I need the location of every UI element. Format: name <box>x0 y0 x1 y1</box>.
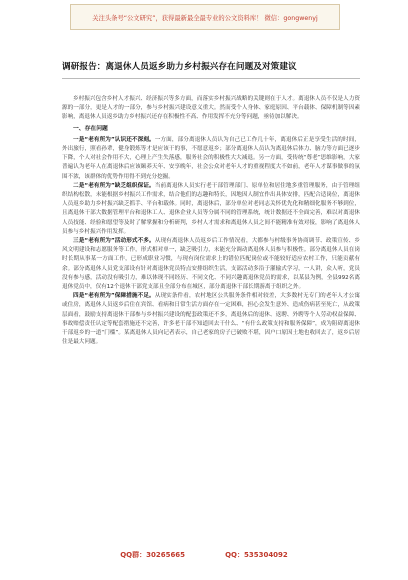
problem-body-1: 一方面，部分离退休人员认为自己已工作几十年，离退休后正是享受生活的时间，外出旅行，照看孙辈，健身锻炼等才是应该干的事，不愿意返乡；部分离退休人员认为离退休后体力、脑力等方面已逐步下降，个人对社会作用不大，心理上产生失落感，服务社会的积极性大大减退。另一方面，受传统“尊老”思维影响，大家普遍认为老年人在离退休后应该颐养天年、安享晚年，社会公众对老年人才的重视程度大不如前，老年人才谋事做事的氛围不浓，该群体的优势作用得不到充分挖掘。 <box>62 136 360 180</box>
problem-lead-3: 三是“老有所为”活动形式不多。 <box>73 238 155 245</box>
problem-lead-4: 四是“老有所为”保障措施不足。 <box>73 293 155 300</box>
qq-group-number: QQ群：30265665 <box>120 551 186 559</box>
problem-paragraph-2 <box>62 182 360 237</box>
problem-paragraph-1 <box>62 136 360 182</box>
problem-lead-2: 二是“老有所为”缺乏组织保证。 <box>73 182 155 189</box>
problem-body-2: 当前离退休人员实行老干部管理部门、原单位和居住地多重管理服务，由于管理组织结构松散，未能根据乡村振兴工作需求，结合他们的志趣和特长，因地因人制宜作出具体安排，匹配合适岗位，离退休人员返乡助力乡村振兴缺乏抓手、平台和载体。同时，离退休后，部分单位对老同志关怀优先化和精细化服务不够到位，且离退休干部大数据管理平台和退休工人、退休企业人员等分属不同的管理系统，统计数据还不全面完善，难以对离退休人员技能、经验和愿望等及时了解掌握和分析研判，乡村人才需求和离退休人员之间不能精准有效对接，影响了离退休人员参与乡村振兴作用发挥。 <box>62 182 360 235</box>
problem-paragraph-3 <box>62 237 360 292</box>
promo-banner-text: 关注头条号“公文研究”，获得最新最全最专业的公文资料库！ 微信：gongwenyj <box>92 14 318 22</box>
contact-footer <box>0 550 408 560</box>
intro-paragraph: 乡村振兴包含乡村人才振兴、经济振兴等多方面，而落实乡村振兴战略的关键则在于人才。离退休人员不仅是人力资源的一部分，更是人才的一部分，参与乡村振兴建设意义重大。然而受个人身体、家庭原因、平台载体、保障机制等因素影响，离退休人员返乡助力乡村振兴还存在积极性不高、作用发挥不充分等问题，亟待加以解决。 <box>62 96 360 121</box>
problem-paragraph-4 <box>62 292 360 347</box>
problem-body-4: 从现实条件看，农村地区公共服务条件相对较差，大多数村无专门的老年人才公寓或住房，离退休人员返乡后住在宾馆、看病和日常生活方面存在一定困难，担心会发生意外、造成伤病甚至死亡，从政策层面看，鼓励支持离退休干部参与乡村振兴建设的配套政策还不多，离退休后的退休、返聘、外聘等个人劳动权益保障、事故赔偿责任认定等配套措施还不完善，许多老干部不知道回去干什么、“有什么政策支持和服务保障”，成为阻碍离退休干部返乡的一道“门槛”。某离退休人员向记者表示，自己老家的房子已破败不堪，因户口原因土地也收回去了，返乡后居住是最大问题。 <box>62 293 360 346</box>
document-body <box>62 60 360 347</box>
section-heading-problems: 一、存在问题 <box>73 125 108 132</box>
problem-body-3: 从现有离退休人员返乡后工作情况看，大都参与村级事务协商调节、政策宣传、乡风文明建设和志愿服务等工作，形式相对单一，缺乏吸引力，未能充分调动离退休人员参与积极性。部分离退休人员在岗时长期从事某一方面工作，已形成职业习惯，与现有岗位需求上的错位匹配岗位或不能较好适应农村工作，只能贡献有余。部分离退休人员党支部设有针对离退休党员特点安排组织生活，支部活动多沿于灌输式学习，一人讲，众人听，党员没有参与感，活动没有吸引力，难以体现不同经历、不同文化、不同兴趣离退休党员的需求，以某县为例，全县992名离退休党员中，仅有12个退休干部党支部且全部分布在城区，部分离退休干部长期游离于组织之外。 <box>62 238 360 291</box>
problem-lead-1: 一是“老有所为”认识还不深刻。 <box>73 136 155 143</box>
qq-contact-number: QQ：535304092 <box>225 551 288 559</box>
promo-banner <box>70 4 340 30</box>
title-divider <box>62 78 360 79</box>
document-title: 调研报告：离退休人员返乡助力乡村振兴存在问题及对策建议 <box>62 62 297 72</box>
